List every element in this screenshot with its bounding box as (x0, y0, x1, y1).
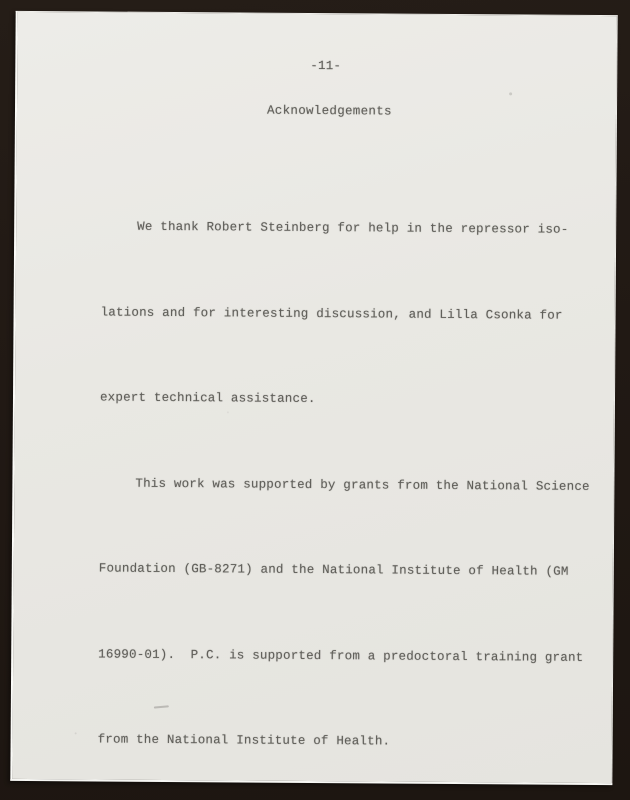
document-page (10, 11, 617, 785)
text-line: lations and for interesting discussion, and Lilla Csonka for (100, 305, 563, 323)
paper-speck (75, 732, 77, 734)
text-line: 16990-01). P.C. is supported from a predoctoral training grant (98, 646, 584, 665)
page-number: -11- (310, 58, 342, 74)
paper-speck (227, 411, 229, 413)
text-line: from the National Institute of Health. (97, 732, 391, 749)
text-line: This work was supported by grants from the National Science (135, 476, 590, 494)
paper-speck (509, 92, 512, 95)
body-text (97, 156, 602, 800)
text-line: Foundation (GB-8271) and the National Institute of Health (GM (98, 561, 569, 579)
text-line: We thank Robert Steinberg for help in the repressor iso- (137, 219, 569, 237)
acknowledgements-heading: Acknowledgements (266, 103, 392, 119)
text-line: expert technical assistance. (99, 390, 316, 407)
